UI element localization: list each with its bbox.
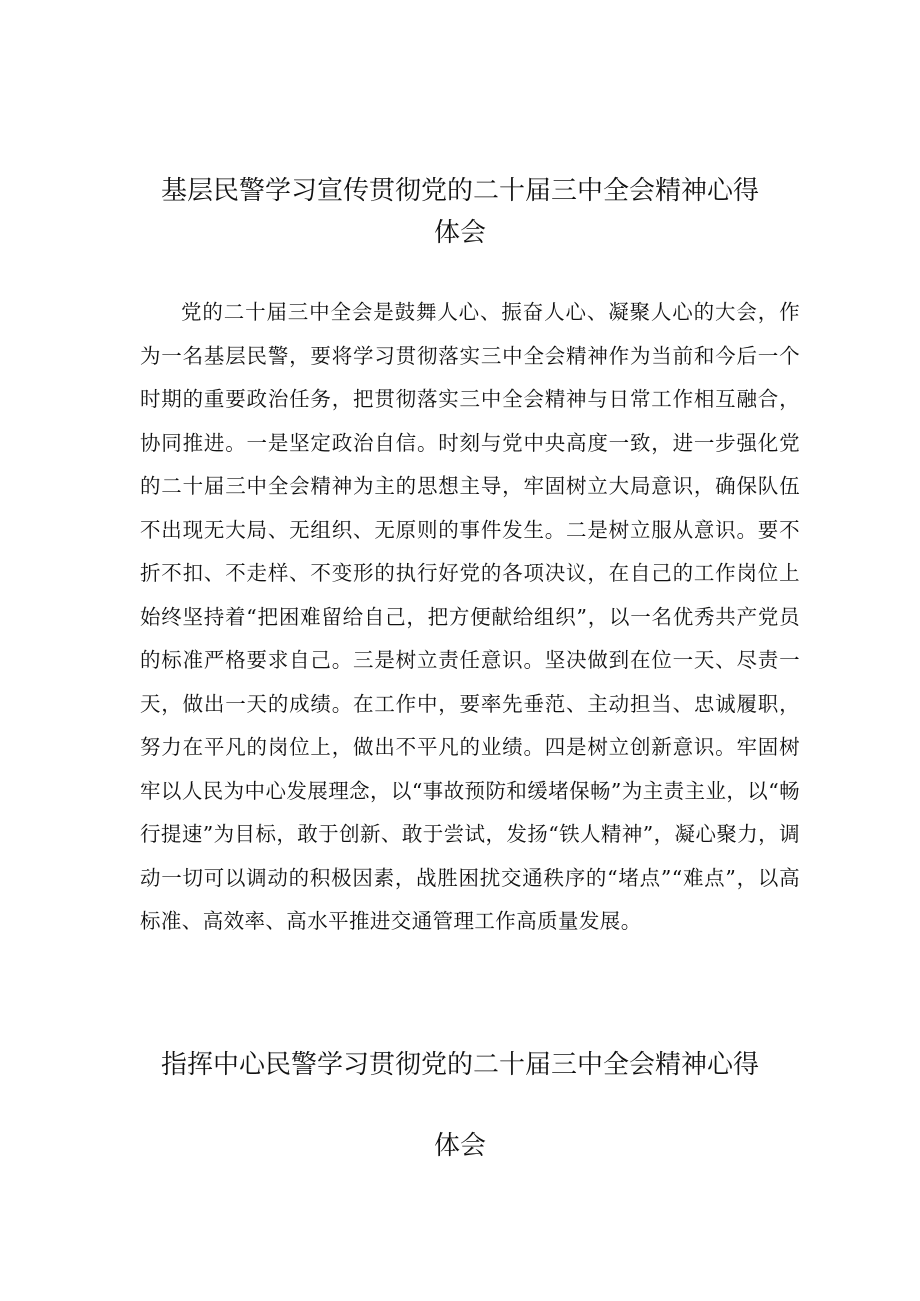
article-1-title-line-2: 体会 [433,218,486,248]
article-2-title-line-1: 指挥中心民警学习贯彻党的二十届三中全会精神心得 [160,1050,759,1080]
article-1-body: 党的二十届三中全会是鼓舞人心、振奋人心、凝聚人心的大会，作为一名基层民警，要将学习贯彻落实三中全会精神作为当前和今后一个时期的重要政治任务，把贯彻落实三中全会精神与日常工作相互融合，协同推进。一是坚定政治自信。时刻与党中央高度一致，进一步强化党的二十届三中全会精神为主的思想主导，牢固树立大局意识，确保队伍不出现无大局、无组织、无原则的事件发生。二是树立服从意识。要不折不扣、不走样、不变形的执行好党的各项决议，在自己的工作岗位上始终坚持着“把困难留给自己，把方便献给组织”，以一名优秀共产党员的标准严格要求自己。三是树立责任意识。坚决做到在位一天、尽责一天，做出一天的成绩。在工作中，要率先垂范、主动担当、忠诚履职，努力在平凡的岗位上，做出不平凡的业绩。四是树立创新意识。牢固树牢以人民为中心发展理念，以“事故预防和缓堵保畅”为主责主业，以“畅行提速”为目标，敢于创新、敢于尝试，发扬“铁人精神”，凝心聚力，调动一切可以调动的积极因素，战胜困扰交通秩序的“堵点”“难点”，以高标准、高效率、高水平推进交通管理工作高质量发展。 [140,300,800,933]
article-2-title-line-2: 体会 [433,1131,486,1161]
article-1-title-line-1: 基层民警学习宣传贯彻党的二十届三中全会精神心得 [160,176,759,206]
